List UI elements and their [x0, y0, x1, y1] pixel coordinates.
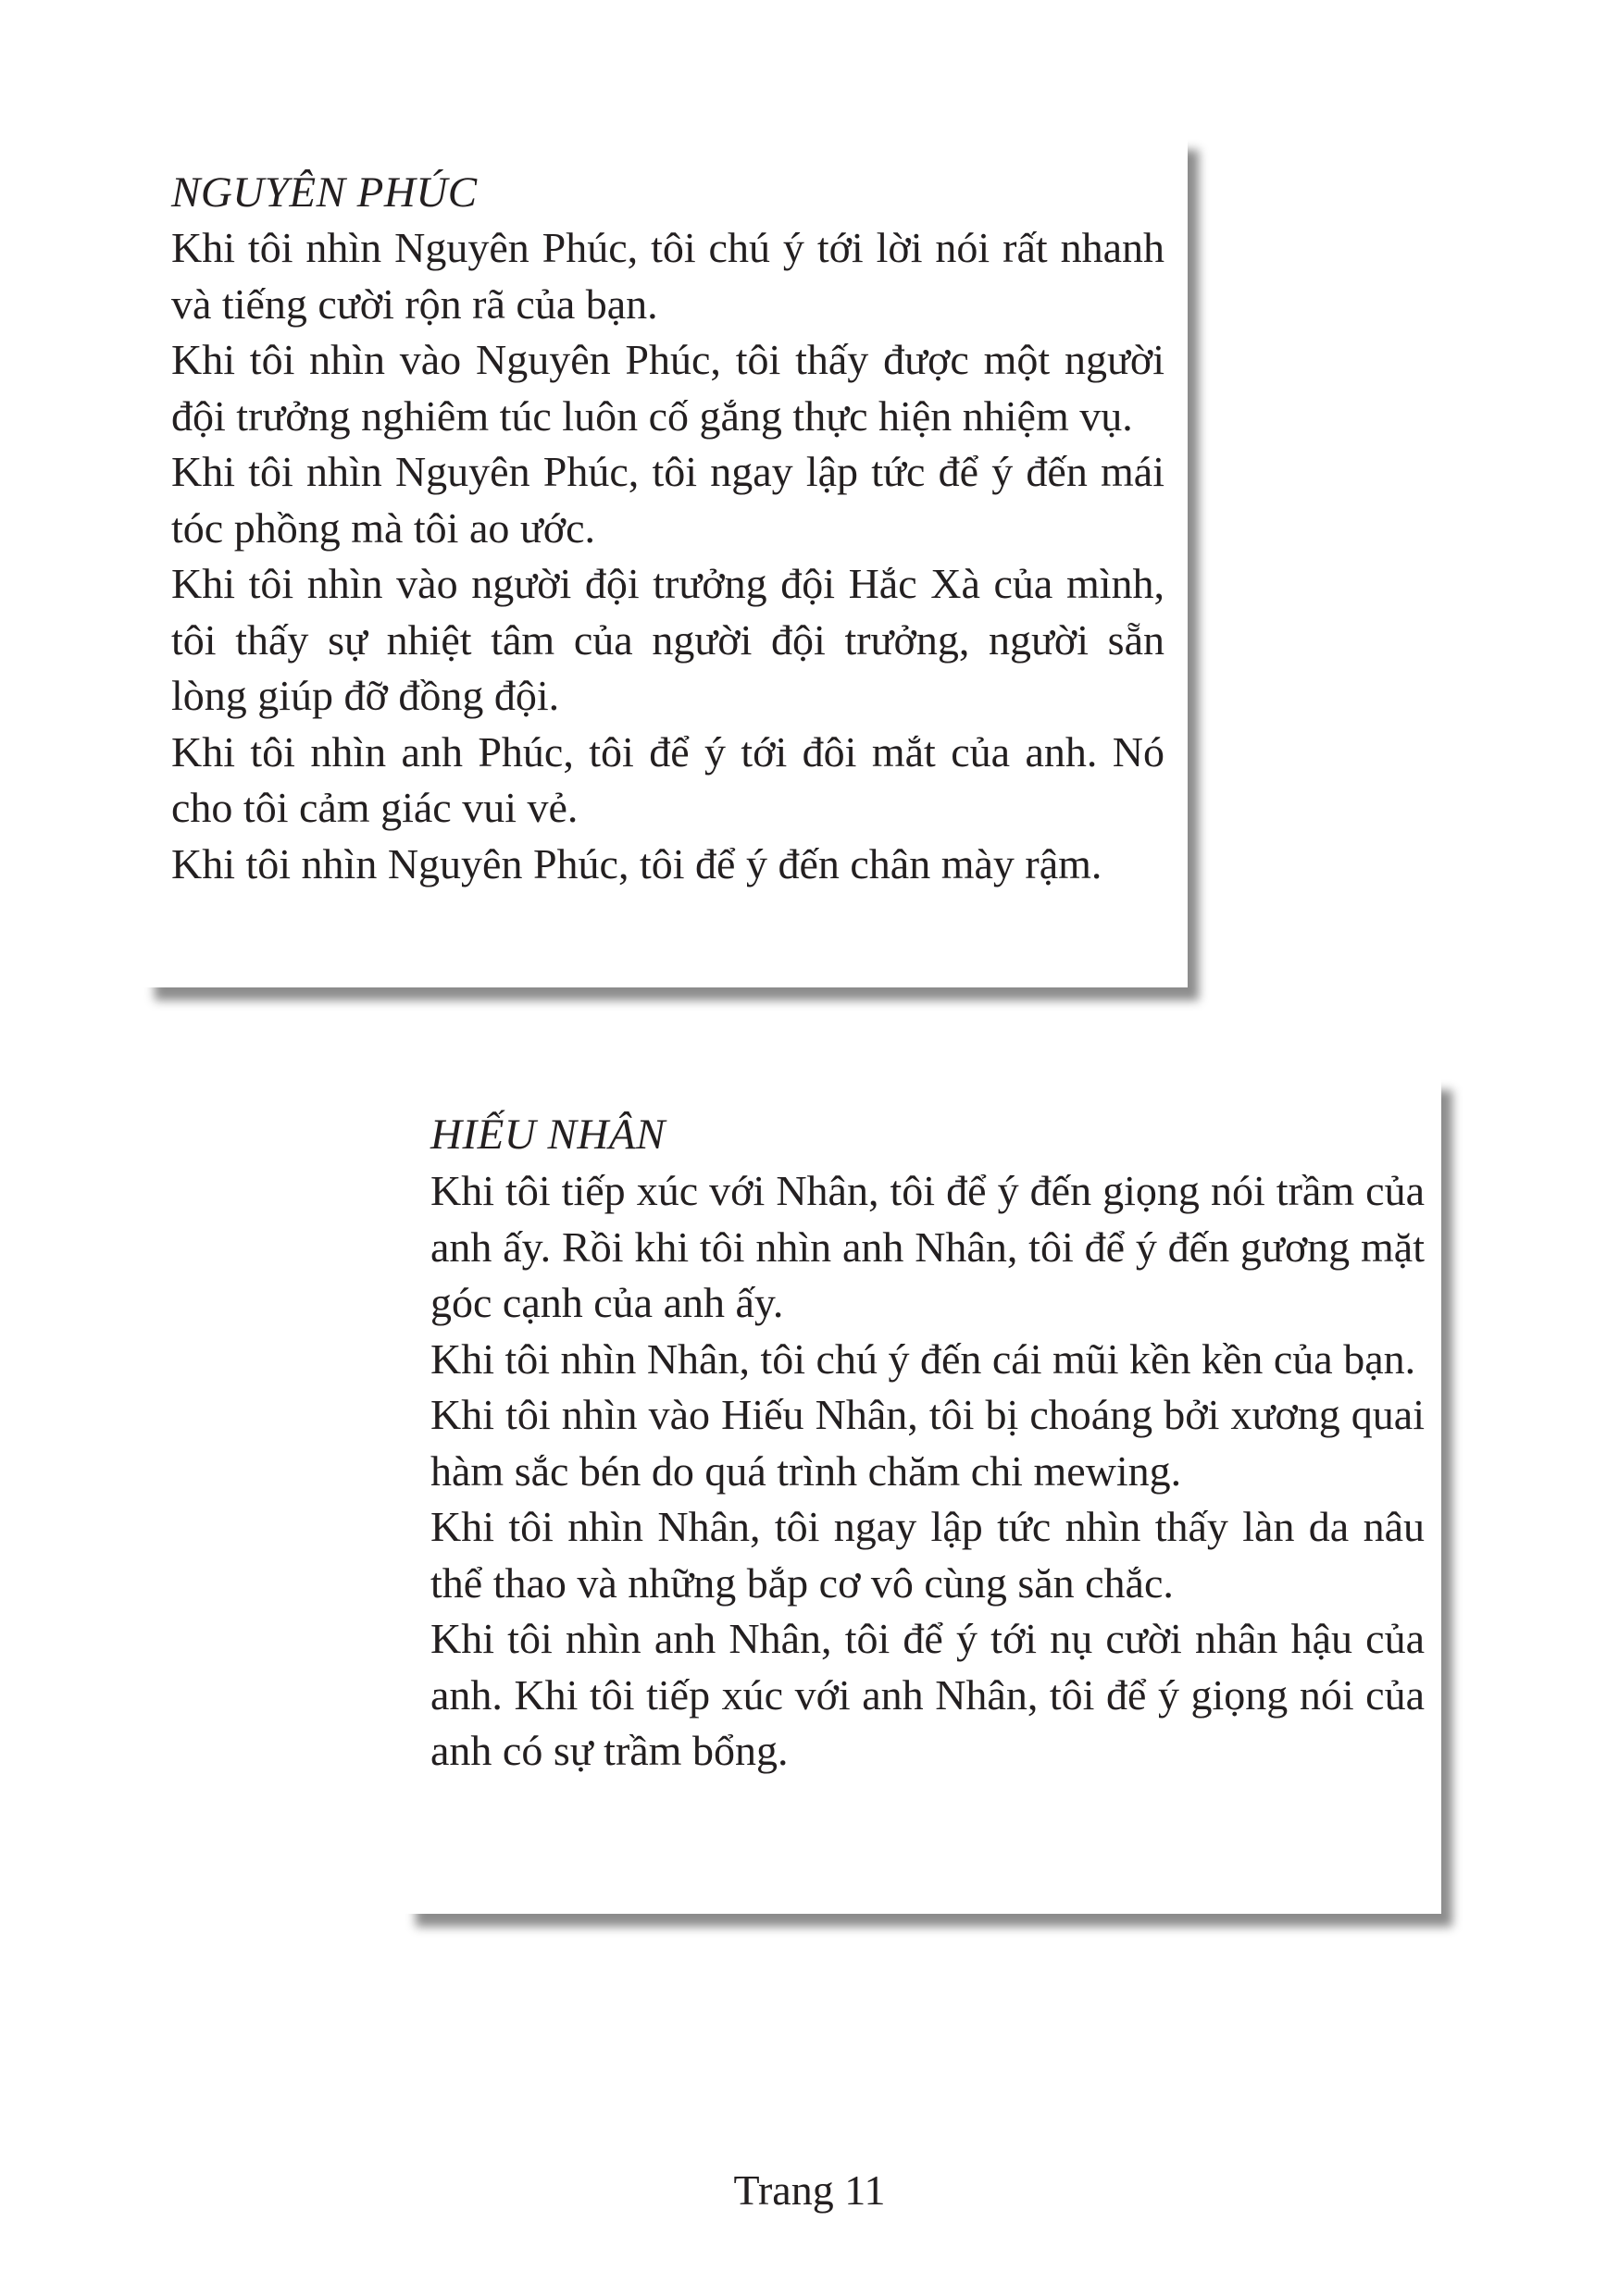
paragraph: Khi tôi nhìn Nguyên Phúc, tôi ngay lập tức để ý đến mái tóc phồng mà tôi ao ước. [171, 448, 1164, 552]
profile-card-hieu-nhan [405, 1077, 1441, 1914]
paragraph: Khi tôi nhìn anh Phúc, tôi để ý tới đôi mắt của anh. Nó cho tôi cảm giác vui vẻ. [171, 727, 1164, 831]
paragraph: Khi tôi tiếp xúc với Nhân, tôi để ý đến giọng nói trầm của anh ấy. Rồi khi tôi nhìn anh Nhân, tôi để ý đến gương mặt góc cạnh của anh ấy. [430, 1167, 1425, 1326]
paragraph: Khi tôi nhìn Nguyên Phúc, tôi để ý đến chân mày rậm. [171, 839, 1102, 887]
card-body [430, 1163, 1425, 1780]
paragraph: Khi tôi nhìn vào người đội trưởng đội Hắc Xà của mình, tôi thấy sự nhiệt tâm của người đội trưởng, người sẵn lòng giúp đỡ đồng đội. [171, 560, 1164, 719]
paragraph: Khi tôi nhìn Nhân, tôi ngay lập tức nhìn thấy làn da nâu thể thao và những bắp cơ vô cùng săn chắc. [430, 1503, 1425, 1607]
paragraph: Khi tôi nhìn Nhân, tôi chú ý đến cái mũi kền kền của bạn. [430, 1334, 1416, 1383]
profile-card-nguyen-phuc [143, 137, 1188, 987]
paragraph: Khi tôi nhìn vào Hiếu Nhân, tôi bị choáng bởi xương quai hàm sắc bén do quá trình chăm chi mewing. [430, 1391, 1425, 1495]
paragraph: Khi tôi nhìn anh Nhân, tôi để ý tới nụ cười nhân hậu của anh. Khi tôi tiếp xúc với anh Nhân, tôi để ý giọng nói của anh có sự trầm bổng. [430, 1615, 1425, 1774]
card-body [171, 220, 1164, 892]
paragraph: Khi tôi nhìn vào Nguyên Phúc, tôi thấy được một người đội trưởng nghiêm túc luôn cố gắng thực hiện nhiệm vụ. [171, 336, 1164, 440]
page-number: Trang 11 [733, 2166, 886, 2214]
paragraph: Khi tôi nhìn Nguyên Phúc, tôi chú ý tới lời nói rất nhanh và tiếng cười rộn rã của bạn. [171, 224, 1164, 328]
card-title: NGUYÊN PHÚC [171, 168, 478, 217]
card-title: HIẾU NHÂN [430, 1111, 666, 1159]
